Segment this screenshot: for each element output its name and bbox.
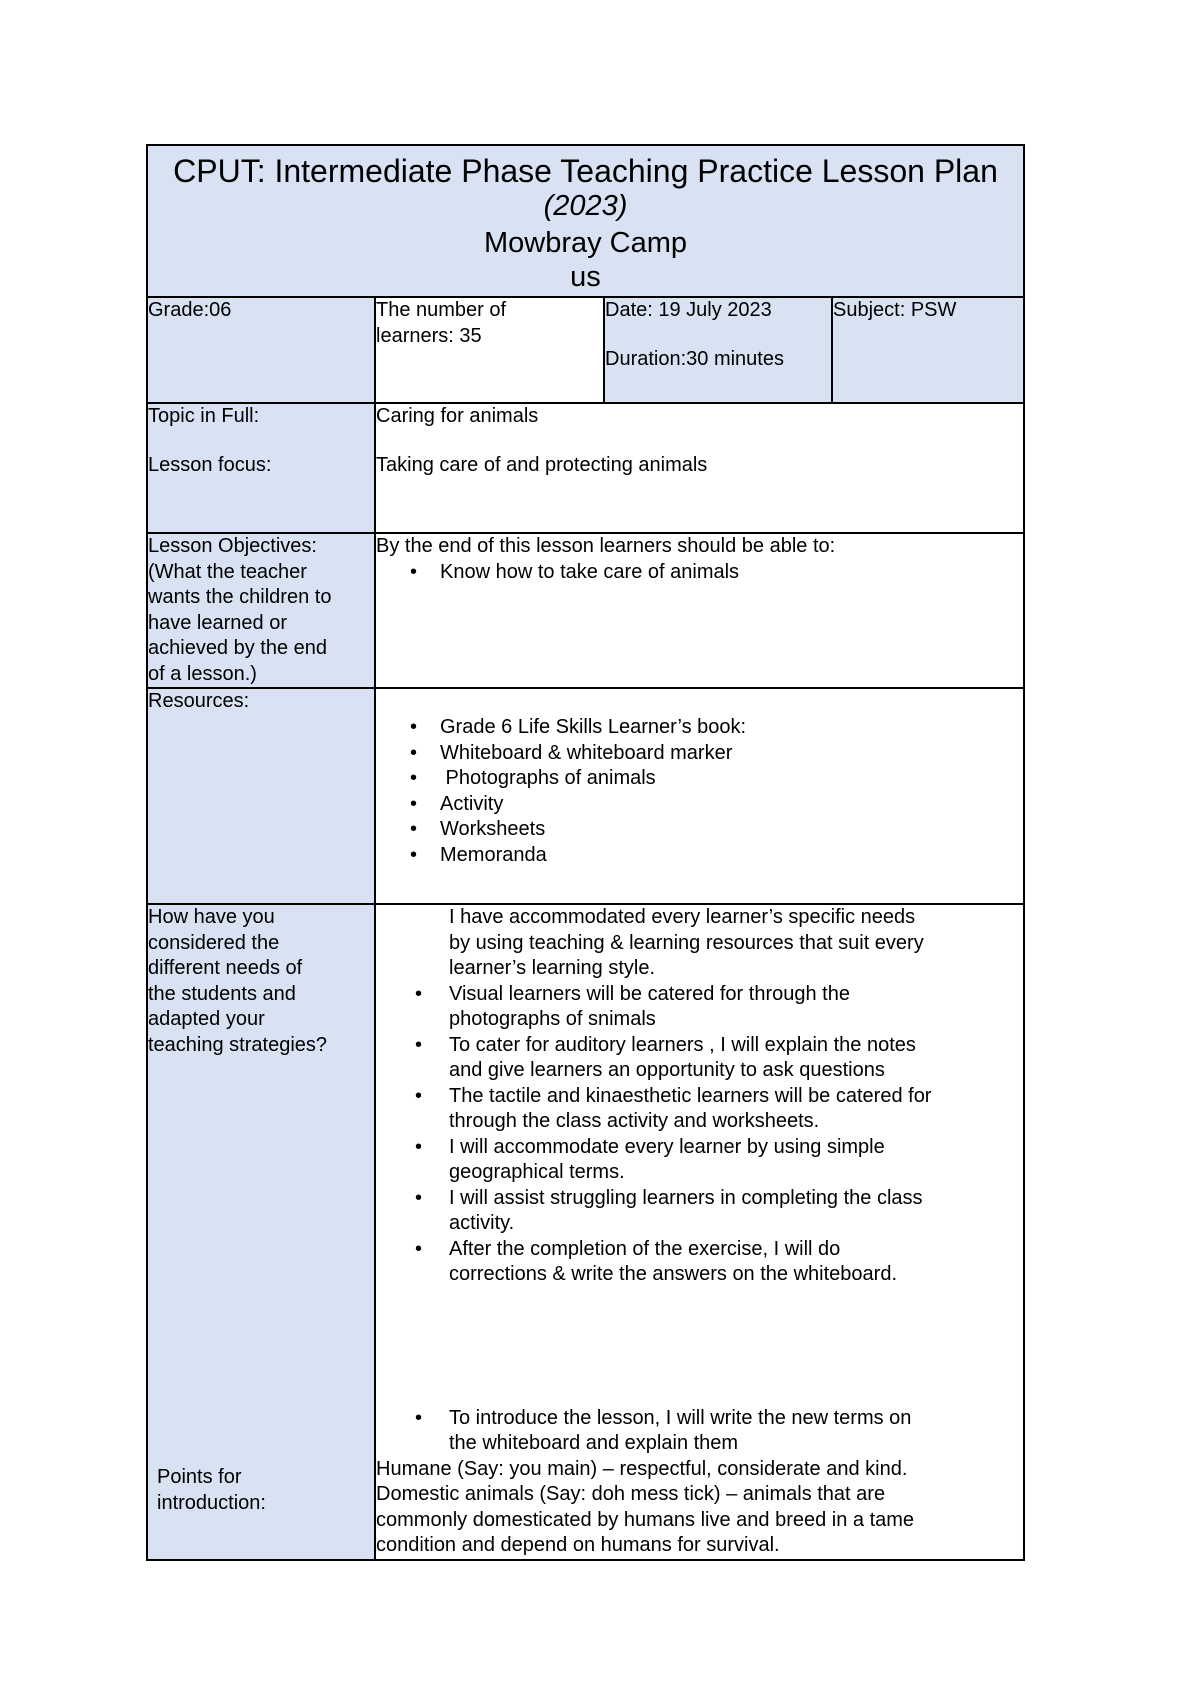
- grade-cell: [147, 297, 375, 403]
- intro-text-line: Domestic animals (Say: doh mess tick) – animals that are: [376, 1483, 886, 1505]
- focus-label: Lesson focus:: [148, 453, 272, 476]
- objectives-list: [367, 560, 1023, 586]
- title-row: [147, 145, 1024, 297]
- list-item: • Whiteboard & whiteboard marker: [367, 741, 1023, 767]
- subject-cell: [832, 297, 1024, 403]
- list-item: • I will accommodate every learner by using simple geographical terms.: [367, 1135, 1023, 1186]
- objectives-label-line: (What the teacher: [148, 560, 307, 583]
- topic-row: [147, 403, 1024, 533]
- list-item: • Photographs of animals: [367, 766, 1023, 792]
- title-cell: [147, 145, 1024, 297]
- intro-label-line: Points for: [157, 1466, 242, 1488]
- intro-text-line: commonly domesticated by humans live and breed in a tame: [376, 1508, 915, 1531]
- info-row: [147, 297, 1024, 403]
- intro-text-line: Humane (Say: you main) – respectful, considerate and kind.: [376, 1457, 908, 1480]
- needs-label-line: the students and: [148, 982, 296, 1005]
- focus-value: Taking care of and protecting animals: [376, 453, 708, 476]
- objectives-label-cell: [147, 533, 375, 688]
- list-item: • Grade 6 Life Skills Learner’s book:: [367, 715, 1023, 741]
- objectives-label-line: of a lesson.): [148, 662, 257, 685]
- objectives-row: [147, 533, 1024, 688]
- list-item: • Activity: [367, 792, 1023, 818]
- learners-line-2: learners: 35: [376, 324, 482, 347]
- needs-label-line: How have you: [148, 906, 275, 928]
- objectives-label-line: wants the children to: [148, 586, 332, 608]
- needs-row: [147, 904, 1024, 1560]
- introduction-text: [367, 1457, 1023, 1559]
- needs-paragraph-line: I have accommodated every learner’s specific needs: [449, 906, 916, 928]
- grade-text: Grade:06: [148, 299, 232, 321]
- objectives-label-line: Lesson Objectives:: [148, 535, 317, 557]
- list-item: • Know how to take care of animals: [367, 560, 1023, 586]
- date-text: Date: 19 July 2023: [605, 299, 772, 321]
- subject-text: Subject: PSW: [833, 299, 957, 321]
- title-campus-suffix: us: [570, 261, 601, 293]
- list-item: • Worksheets: [367, 817, 1023, 843]
- needs-label-line: considered the: [148, 931, 280, 954]
- topic-value: Caring for animals: [376, 405, 539, 427]
- needs-paragraph-line: by using teaching & learning resources that suit every: [449, 931, 924, 954]
- needs-label-line: teaching strategies?: [148, 1033, 328, 1056]
- list-item: • To cater for auditory learners , I will explain the notes and give learners an opportunity to ask questions: [367, 1033, 1023, 1084]
- title-year: (2023): [543, 190, 628, 222]
- title-campus: Mowbray Camp: [483, 227, 688, 259]
- objectives-label-line: achieved by the end: [148, 637, 328, 659]
- duration-text: Duration:30 minutes: [605, 347, 784, 370]
- topic-value-cell: [375, 403, 1024, 533]
- objectives-intro: By the end of this lesson learners should be able to:: [376, 535, 836, 557]
- introduction-label: [157, 1465, 266, 1516]
- intro-text-line: condition and depend on humans for survival.: [376, 1534, 780, 1556]
- needs-paragraph-line: learner’s learning style.: [449, 957, 656, 979]
- page-title: CPUT: Intermediate Phase Teaching Practice Lesson Plan: [173, 153, 998, 189]
- needs-list: [367, 982, 1023, 1288]
- list-item: • The tactile and kinaesthetic learners will be catered for through the class activity and worksheets.: [367, 1084, 1023, 1135]
- learners-cell: [375, 297, 604, 403]
- resources-label: Resources:: [148, 690, 250, 712]
- needs-label-cell: [147, 904, 375, 1560]
- needs-label-line: adapted your: [148, 1008, 265, 1030]
- resources-value-cell: [375, 688, 1024, 904]
- needs-value-cell: [375, 904, 1024, 1560]
- list-item: • To introduce the lesson, I will write the new terms on the whiteboard and explain them: [367, 1406, 1023, 1457]
- objectives-label-line: have learned or: [148, 611, 287, 634]
- intro-label-line: introduction:: [157, 1491, 266, 1514]
- resources-row: [147, 688, 1024, 904]
- list-item: • After the completion of the exercise, I will do corrections & write the answers on the whiteboard.: [367, 1237, 1023, 1288]
- list-item: • I will assist struggling learners in completing the class activity.: [367, 1186, 1023, 1237]
- introduction-list: [367, 1406, 1023, 1457]
- learners-line-1: The number of: [376, 299, 507, 321]
- list-item: • Memoranda: [367, 843, 1023, 869]
- needs-label-line: different needs of: [148, 957, 303, 979]
- lesson-plan-table: [146, 144, 1025, 1561]
- resources-label-cell: [147, 688, 375, 904]
- date-cell: [604, 297, 832, 403]
- topic-label-cell: [147, 403, 375, 533]
- list-item: • Visual learners will be catered for through the photographs of snimals: [367, 982, 1023, 1033]
- objectives-value-cell: [375, 533, 1024, 688]
- topic-label: Topic in Full:: [148, 405, 260, 427]
- resources-list: [367, 715, 1023, 868]
